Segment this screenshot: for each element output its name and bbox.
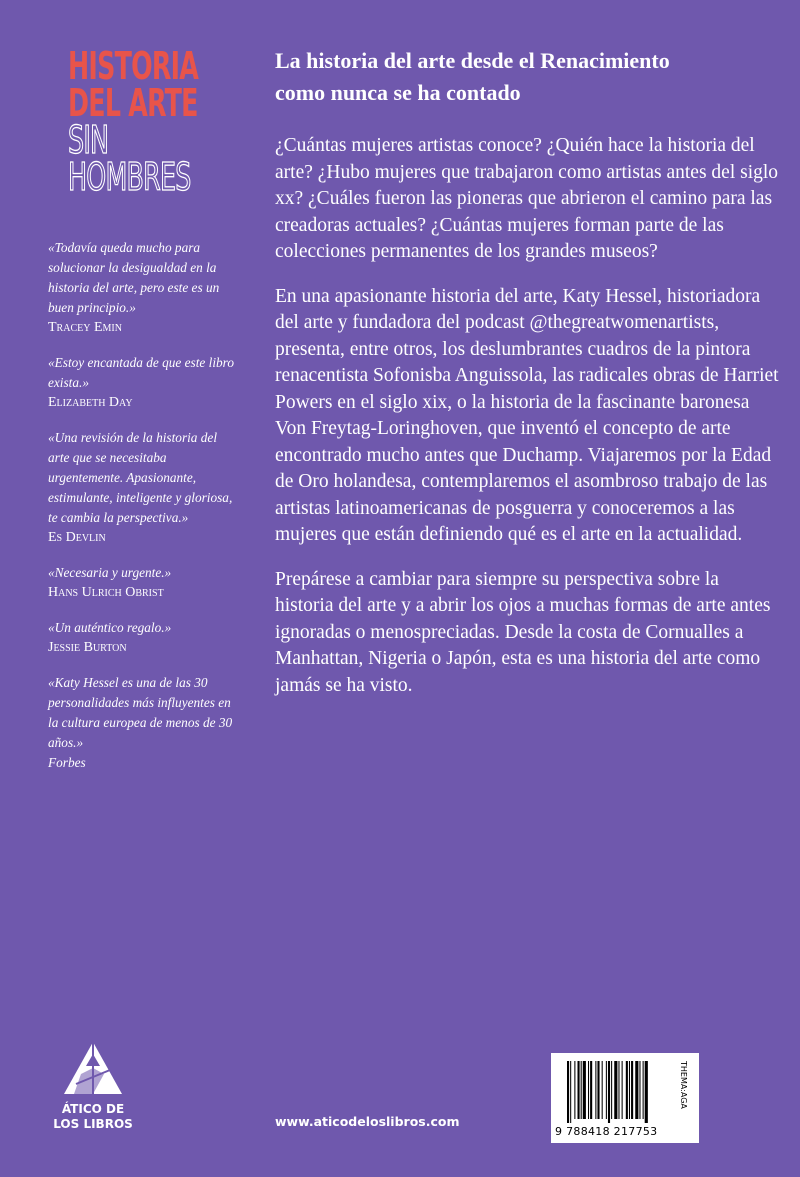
- quote-text: «Necesaria y urgente.»: [48, 565, 172, 580]
- thema-code: THEMA:AGA: [679, 1061, 688, 1109]
- quote-item: [48, 428, 238, 548]
- triangle-logo-icon: [62, 1040, 124, 1096]
- barcode-bar: [574, 1061, 575, 1119]
- barcode-bar: [606, 1061, 607, 1119]
- barcode-bar: [588, 1061, 589, 1119]
- title-line-3: SIN: [68, 118, 109, 162]
- quote-text: «Katy Hessel es una de las 30 personalidades más influyentes en la cultura europea de menos de 30 años.»: [48, 675, 233, 750]
- body-paragraph: ¿Cuántas mujeres artistas conoce? ¿Quién hace la historia del arte? ¿Hubo mujeres que trabajaron como artistas antes del siglo xx? ¿Cuáles fueron las pioneras que abrieron el camino para las creadoras actuales? ¿Cuántas mujeres forman parte de las colecciones permanentes de los grandes museos?: [275, 135, 779, 262]
- quote-author: Jessie Burton: [48, 640, 127, 655]
- barcode-bar: [611, 1061, 612, 1119]
- barcode-bar: [570, 1061, 571, 1123]
- barcode-bar: [645, 1061, 648, 1123]
- isbn-number: 9 788418 217753: [555, 1125, 658, 1138]
- publisher-name-line-2: LOS LIBROS: [53, 1117, 133, 1131]
- quote-item: [48, 238, 238, 338]
- body-paragraph: Prepárese a cambiar para siempre su perspectiva sobre la historia del arte y a abrir los ojos a muchas formas de arte antes ignoradas o menospreciadas. Desde la costa de Cornualles a Manhattan, Nigeria o Japón, esta es una historia del arte como jamás se ha visto.: [275, 568, 771, 696]
- barcode-bar: [578, 1061, 580, 1119]
- headline: La historia del arte desde el Renacimiento como nunca se ha contado: [275, 48, 670, 105]
- quote-item: [48, 353, 238, 413]
- quotes-column: [48, 238, 238, 788]
- barcode-bar: [595, 1061, 596, 1119]
- quote-text: «Un auténtico regalo.»: [48, 620, 172, 635]
- barcode-bar: [567, 1061, 569, 1123]
- title-line-4: HOMBRES: [68, 155, 191, 199]
- barcode-bar: [590, 1061, 592, 1119]
- quote-item: [48, 673, 238, 773]
- quote-author: Hans Ulrich Obrist: [48, 585, 164, 600]
- quote-text: «Una revisión de la historia del arte que se necesitaba urgentemente. Apasionante, estimulante, inteligente y gloriosa, te cambia la perspectiva.»: [48, 430, 233, 525]
- quote-item: [48, 618, 238, 658]
- barcode-bar: [608, 1061, 610, 1123]
- title-line-2: DEL ARTE: [68, 81, 198, 125]
- publisher-name-line-1: ÁTICO DE: [61, 1102, 125, 1116]
- barcode-bar: [602, 1061, 603, 1119]
- quote-author: Forbes: [48, 755, 86, 770]
- barcode: [551, 1053, 699, 1143]
- body-paragraph: En una apasionante historia del arte, Katy Hessel, historiadora del arte y fundadora del podcast @thegreatwomenartists, presenta, entre otros, los deslumbrantes cuadros de la pintora renacentista Sofonisba Anguissola, las radicales obras de Harriet Powers en el siglo xix, o la historia de la fascinante baronesa Von Freytag-Loringhoven, que inventó el concepto de arte encontrado mucho antes que Duchamp. Viajaremos por la Edad de Oro holandesa, contemplaremos el asombroso trabajo de las artistas latinoamericanas de posguerra y conoceremos a las mujeres que están definiendo qué es el arte en la actualidad.: [275, 285, 779, 545]
- barcode-bar: [622, 1061, 623, 1119]
- title-line-1: HISTORIA: [68, 44, 199, 88]
- barcode-bar: [583, 1061, 586, 1119]
- barcode-bar: [639, 1061, 640, 1119]
- quote-text: «Estoy encantada de que este libro exista.»: [48, 355, 234, 390]
- quote-text: «Todavía queda mucho para solucionar la desigualdad en la historia del arte, pero este es un buen principio.»: [48, 240, 220, 315]
- barcode-bar: [614, 1061, 617, 1119]
- barcode-bar: [629, 1061, 630, 1119]
- barcode-bar: [631, 1061, 633, 1119]
- barcode-bar: [635, 1061, 638, 1119]
- publisher-website: www.aticodeloslibros.com: [275, 1114, 460, 1129]
- barcode-bar: [618, 1061, 619, 1119]
- quote-author: Tracey Emin: [48, 320, 122, 335]
- barcode-bar: [643, 1061, 644, 1119]
- book-title-logo: [68, 44, 208, 199]
- barcode-bar: [581, 1061, 582, 1119]
- barcode-bars: [565, 1061, 675, 1123]
- quote-item: [48, 563, 238, 603]
- barcode-bar: [626, 1061, 628, 1119]
- quote-author: Es Devlin: [48, 530, 106, 545]
- publisher-logo: [48, 1040, 138, 1132]
- quote-author: Elizabeth Day: [48, 395, 133, 410]
- barcode-bar: [597, 1061, 599, 1119]
- main-column: [275, 45, 780, 717]
